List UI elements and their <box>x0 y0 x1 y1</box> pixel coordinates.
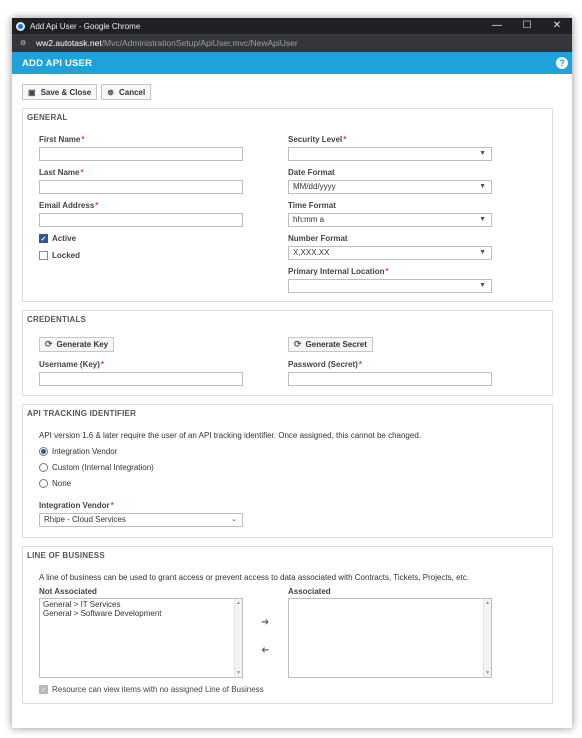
lob-section <box>22 546 553 704</box>
chevron-down-icon: ▼ <box>479 216 486 223</box>
checkbox-checked-icon: ✓ <box>40 235 47 243</box>
generate-key-label: Generate Key <box>56 340 109 349</box>
browser-window <box>12 18 572 728</box>
radio-label: Custom (Internal Integration) <box>52 463 154 472</box>
time-format-select[interactable]: hh:mm a ▼ <box>288 213 492 227</box>
security-level-label: Security Level* <box>288 135 347 144</box>
refresh-icon: ⟳ <box>294 339 302 349</box>
scroll-down-icon[interactable]: ▼ <box>236 670 241 676</box>
scrollbar[interactable] <box>483 599 491 677</box>
not-associated-label: Not Associated <box>39 587 97 596</box>
active-label: Active <box>52 234 77 243</box>
last-name-input[interactable] <box>39 180 243 194</box>
tracking-description: API version 1.6 & later require the user of an API tracking identifier. Once assigned, this cannot be changed. <box>39 431 422 440</box>
list-item[interactable]: General > IT Services <box>43 600 121 609</box>
locked-checkbox[interactable] <box>39 251 80 260</box>
list-item[interactable]: General > Software Development <box>43 609 162 618</box>
scroll-up-icon[interactable]: ▲ <box>485 600 490 606</box>
username-label: Username (Key)* <box>39 360 105 369</box>
resource-view-checkbox[interactable] <box>39 685 264 694</box>
number-format-select[interactable]: X,XXX.XX ▼ <box>288 246 492 260</box>
radio-custom[interactable] <box>39 463 154 472</box>
active-checkbox[interactable] <box>39 234 76 243</box>
date-format-label: Date Format <box>288 168 335 177</box>
url-host: ww2.autotask.net <box>36 38 102 48</box>
primary-location-select[interactable] <box>288 279 492 293</box>
window-controls <box>482 18 572 34</box>
password-input[interactable] <box>288 372 492 386</box>
page-header <box>12 52 572 74</box>
credentials-section <box>22 310 553 396</box>
maximize-button[interactable]: ☐ <box>522 20 532 31</box>
chevron-down-icon: ▼ <box>479 282 486 289</box>
refresh-icon: ⟳ <box>45 339 53 349</box>
general-title: GENERAL <box>27 113 68 122</box>
locked-label: Locked <box>52 251 81 260</box>
email-label: Email Address* <box>39 201 99 210</box>
address-bar[interactable] <box>12 34 572 52</box>
cancel-label: Cancel <box>118 87 146 97</box>
radio-integration-vendor[interactable] <box>39 447 117 456</box>
first-name-label: First Name* <box>39 135 85 144</box>
radio-unselected-icon <box>39 479 48 488</box>
window-title: Add Api User - Google Chrome <box>30 21 141 31</box>
generate-secret-label: Generate Secret <box>305 340 367 349</box>
lob-description: A line of business can be used to grant access or prevent access to data associated with Contracts, Tickets, Projects, etc. <box>39 573 469 582</box>
chevron-down-icon: ⌄ <box>231 516 237 523</box>
checkbox-checked-icon: ✓ <box>40 686 47 694</box>
cancel-button[interactable] <box>101 84 151 100</box>
site-info-icon[interactable]: ⚙ <box>20 40 27 47</box>
number-format-label: Number Format <box>288 234 348 243</box>
tracking-title: API TRACKING IDENTIFIER <box>27 409 137 418</box>
email-input[interactable] <box>39 213 243 227</box>
radio-none[interactable] <box>39 479 71 488</box>
arrow-left-icon[interactable]: ➜ <box>261 645 270 656</box>
toolbar <box>22 84 151 100</box>
radio-label: Integration Vendor <box>52 447 118 456</box>
cancel-circle-icon: ⊗ <box>107 87 114 97</box>
credentials-title: CREDENTIALS <box>27 315 87 324</box>
radio-selected-icon <box>39 447 48 456</box>
integration-vendor-select[interactable]: Rhipe - Cloud Services ⌄ <box>39 513 243 527</box>
associated-list[interactable] <box>288 598 492 678</box>
lob-title: LINE OF BUSINESS <box>27 551 105 560</box>
close-button[interactable]: ✕ <box>552 20 562 31</box>
tracking-section <box>22 404 553 538</box>
floppy-disk-icon: ▣ <box>28 87 36 97</box>
help-icon[interactable]: ? <box>556 57 568 69</box>
generate-key-button[interactable] <box>39 337 114 352</box>
integration-vendor-label: Integration Vendor* <box>39 501 114 510</box>
date-format-select[interactable]: MM/dd/yyyy ▼ <box>288 180 492 194</box>
save-close-button[interactable] <box>22 84 97 100</box>
arrow-right-icon[interactable]: ➜ <box>261 617 270 628</box>
last-name-label: Last Name* <box>39 168 84 177</box>
radio-unselected-icon <box>39 463 48 472</box>
page-title: ADD API USER <box>22 57 93 69</box>
resource-view-label: Resource can view items with no assigned Line of Business <box>52 685 264 694</box>
url-path: /Mvc/AdministrationSetup/ApiUser.mvc/NewApiUser <box>101 38 298 48</box>
chevron-down-icon: ▼ <box>479 249 486 256</box>
scroll-down-icon[interactable]: ▼ <box>485 670 490 676</box>
window-titlebar <box>12 18 572 34</box>
general-section <box>22 108 553 302</box>
time-format-label: Time Format <box>288 201 336 210</box>
scroll-up-icon[interactable]: ▲ <box>236 600 241 606</box>
associated-label: Associated <box>288 587 331 596</box>
minimize-button[interactable]: — <box>492 20 502 31</box>
username-input[interactable] <box>39 372 243 386</box>
checkbox-unchecked-icon <box>39 251 48 260</box>
chevron-down-icon: ▼ <box>479 183 486 190</box>
primary-location-label: Primary Internal Location* <box>288 267 389 276</box>
password-label: Password (Secret)* <box>288 360 362 369</box>
generate-secret-button[interactable] <box>288 337 373 352</box>
not-associated-list[interactable] <box>39 598 243 678</box>
chevron-down-icon: ▼ <box>479 150 486 157</box>
scrollbar[interactable] <box>234 599 242 677</box>
save-close-label: Save & Close <box>40 87 92 97</box>
security-level-select[interactable] <box>288 147 492 161</box>
first-name-input[interactable] <box>39 147 243 161</box>
chrome-icon <box>16 22 25 31</box>
radio-label: None <box>52 479 72 488</box>
